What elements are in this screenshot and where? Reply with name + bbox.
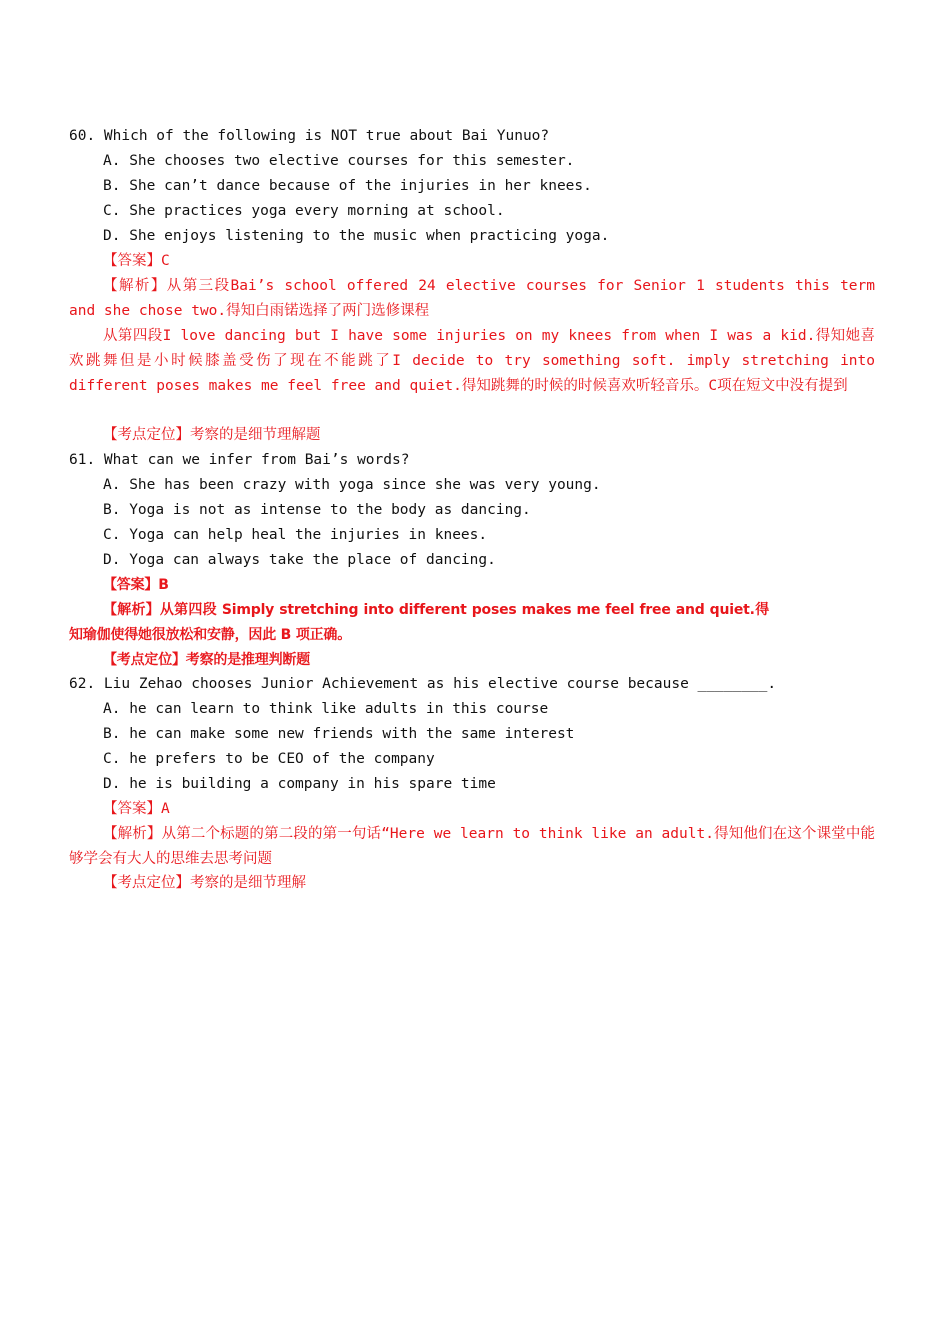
question-61-option-a: A. She has been crazy with yoga since she was very young. xyxy=(103,477,601,493)
question-62-stem: 62. Liu Zehao chooses Junior Achievement as his elective course because ________. xyxy=(69,676,777,692)
question-60-point: 【考点定位】考察的是细节理解题 xyxy=(103,427,321,443)
question-60-option-a: A. She chooses two elective courses for this semester. xyxy=(103,153,575,169)
question-61-stem: 61. What can we infer from Bai’s words? xyxy=(69,452,410,468)
question-60-stem: 60. Which of the following is NOT true about Bai Yunuo? xyxy=(69,128,550,144)
question-60-option-c: C. She practices yoga every morning at school. xyxy=(103,203,505,219)
question-61-option-b: B. Yoga is not as intense to the body as dancing. xyxy=(103,502,531,518)
question-60-option-d: D. She enjoys listening to the music when practicing yoga. xyxy=(103,228,610,244)
question-62-option-c: C. he prefers to be CEO of the company xyxy=(103,751,435,767)
question-62-analysis: 【解析】从第二个标题的第二段的第一句话“Here we learn to think like an adult.得知他们在这个课堂中能够学会有大人的思维去思考问题 xyxy=(69,826,875,867)
question-61-option-d: D. Yoga can always take the place of dancing. xyxy=(103,552,496,568)
question-60-analysis-1: 【解析】从第三段Bai’s school offered 24 elective courses for Senior 1 students this term and she chose two.得知白雨锘选择了两门选修课程 xyxy=(69,278,875,319)
question-61-point: 【考点定位】考察的是推理判断题 xyxy=(103,652,310,668)
question-61-option-c: C. Yoga can help heal the injuries in knees. xyxy=(103,527,488,543)
question-62-answer: 【答案】A xyxy=(103,801,170,817)
question-62-option-d: D. he is building a company in his spare time xyxy=(103,776,496,792)
question-60-analysis-2: 从第四段I love dancing but I have some injuries on my knees from when I was a kid.得知她喜欢跳舞但是小时候膝盖受伤了现在不能跳了I decide to try something soft. imply stretching into different poses makes me feel free and quiet.得知跳舞的时候的时候喜欢听轻音乐。C项在短文中没有提到 xyxy=(69,328,875,394)
question-62-option-b: B. he can make some new friends with the same interest xyxy=(103,726,575,742)
question-62-option-a: A. he can learn to think like adults in this course xyxy=(103,701,549,717)
question-61-analysis: 【解析】从第四段 Simply stretching into different poses makes me feel free and quiet.得知瑜伽使得她很放松和安静，因此 B 项正确。 xyxy=(69,602,769,643)
question-60-answer: 【答案】C xyxy=(103,253,170,269)
question-60-option-b: B. She can’t dance because of the injuries in her knees. xyxy=(103,178,592,194)
question-62-point: 【考点定位】考察的是细节理解 xyxy=(103,875,306,891)
question-61-answer: 【答案】B xyxy=(103,577,169,593)
